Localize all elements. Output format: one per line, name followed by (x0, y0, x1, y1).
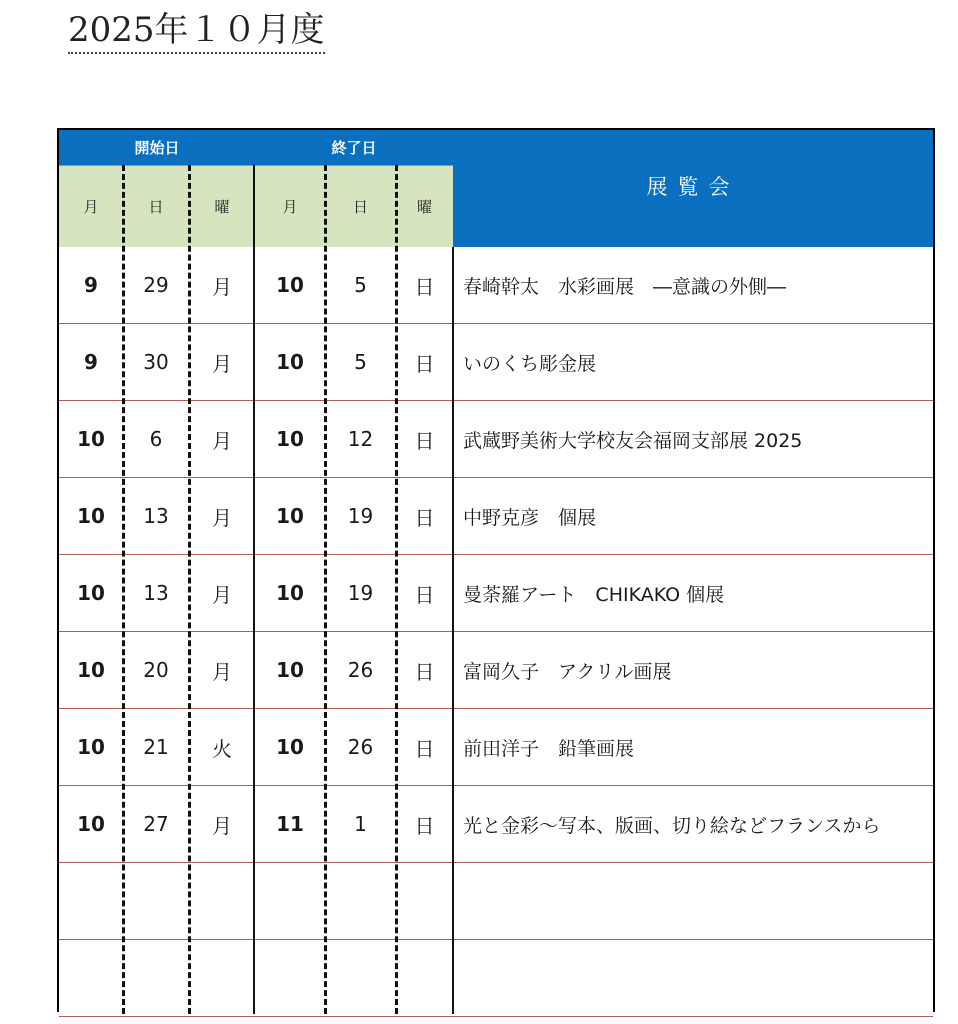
start-month-cell: 10 (77, 427, 105, 451)
end-day-cell: 12 (347, 427, 374, 451)
start-day-cell (123, 940, 189, 1016)
end-month-cell: 10 (276, 504, 304, 528)
start-day-cell: 13 (143, 581, 169, 605)
start-day-cell: 13 (143, 504, 169, 528)
start-month-cell (59, 863, 123, 939)
subheader-divider (59, 165, 453, 166)
exhibition-name-cell: 光と金彩～写本、版画、切り絵などフランスから (463, 814, 881, 837)
end-weekday-cell (396, 940, 453, 1016)
start-weekday-cell (189, 863, 255, 939)
exhibition-schedule-table (57, 128, 935, 1012)
end-day-cell: 19 (347, 504, 374, 528)
exhibition-header: 展覧会 (646, 174, 740, 199)
end-weekday-cell: 日 (414, 659, 435, 684)
end-day-cell: 1 (354, 812, 367, 836)
start-day-cell: 29 (143, 273, 169, 297)
end-day-cell: 5 (354, 350, 367, 374)
end-month-cell: 10 (276, 350, 304, 374)
exhibition-name-cell (453, 863, 933, 939)
start-day-cell (123, 863, 189, 939)
exhibition-name-cell: 武蔵野美術大学校友会福岡支部展 2025 (463, 429, 803, 452)
end-day-cell (325, 940, 396, 1016)
start-month-cell: 10 (77, 581, 105, 605)
end-date-header: 終了日 (331, 139, 377, 157)
end-day-cell: 26 (347, 735, 374, 759)
end-weekday-cell: 日 (414, 351, 435, 376)
start-month-cell: 10 (77, 658, 105, 682)
end-month-header: 月 (255, 165, 325, 247)
exhibition-name-cell: 中野克彦 個展 (463, 506, 597, 529)
end-weekday-cell: 日 (414, 813, 435, 838)
end-month-cell: 10 (276, 427, 304, 451)
start-month-cell: 9 (84, 350, 98, 374)
end-weekday-cell: 日 (414, 736, 435, 761)
start-month-cell: 10 (77, 812, 105, 836)
end-day-cell: 19 (347, 581, 374, 605)
end-month-cell: 10 (276, 273, 304, 297)
end-month-cell (255, 863, 325, 939)
start-day-cell: 20 (143, 658, 169, 682)
start-month-cell: 9 (84, 273, 98, 297)
start-weekday-cell: 火 (212, 736, 232, 761)
exhibition-name-cell: 曼荼羅アート CHIKAKO 個展 (463, 583, 725, 606)
start-weekday-cell: 月 (212, 505, 232, 530)
end-month-cell: 10 (276, 735, 304, 759)
start-month-cell (59, 940, 123, 1016)
start-month-cell: 10 (77, 735, 105, 759)
exhibition-name-cell: 春崎幹太 水彩画展 ―意識の外側― (463, 275, 787, 298)
end-month-cell: 11 (276, 812, 304, 836)
start-day-header: 日 (123, 165, 189, 247)
divider-start-day-weekday (188, 165, 191, 1014)
divider-dates-exhibition (452, 247, 454, 1014)
end-weekday-cell: 日 (414, 428, 435, 453)
start-date-header: 開始日 (134, 139, 180, 157)
page-title: 2025年１０月度 (68, 8, 325, 54)
exhibition-name-cell (453, 940, 933, 1016)
start-weekday-cell (189, 940, 255, 1016)
start-day-cell: 27 (143, 812, 169, 836)
end-day-header: 日 (325, 165, 396, 247)
start-day-cell: 21 (143, 735, 169, 759)
start-day-cell: 6 (149, 427, 163, 451)
end-weekday-header: 曜 (396, 165, 453, 247)
divider-end-month-day (324, 165, 327, 1014)
start-day-cell: 30 (143, 350, 169, 374)
end-month-cell (255, 940, 325, 1016)
end-day-cell: 26 (347, 658, 374, 682)
end-weekday-cell: 日 (414, 274, 435, 299)
start-weekday-cell: 月 (212, 274, 232, 299)
end-month-cell: 10 (276, 658, 304, 682)
end-day-cell: 5 (354, 273, 367, 297)
end-weekday-cell (396, 863, 453, 939)
exhibition-name-cell: いのくち彫金展 (463, 352, 597, 375)
start-month-header: 月 (59, 165, 123, 247)
start-weekday-cell: 月 (212, 428, 232, 453)
start-weekday-cell: 月 (212, 582, 232, 607)
end-day-cell (325, 863, 396, 939)
start-weekday-cell: 月 (212, 659, 232, 684)
start-weekday-cell: 月 (212, 351, 232, 376)
start-weekday-header: 曜 (189, 165, 255, 247)
start-month-cell: 10 (77, 504, 105, 528)
exhibition-name-cell: 前田洋子 鉛筆画展 (463, 737, 635, 760)
divider-end-day-weekday (395, 165, 398, 1014)
end-weekday-cell: 日 (414, 582, 435, 607)
start-weekday-cell: 月 (212, 813, 232, 838)
divider-start-month-day (122, 165, 125, 1014)
divider-start-end (253, 165, 255, 1014)
exhibition-name-cell: 富岡久子 アクリル画展 (463, 660, 672, 683)
end-weekday-cell: 日 (414, 505, 435, 530)
end-month-cell: 10 (276, 581, 304, 605)
